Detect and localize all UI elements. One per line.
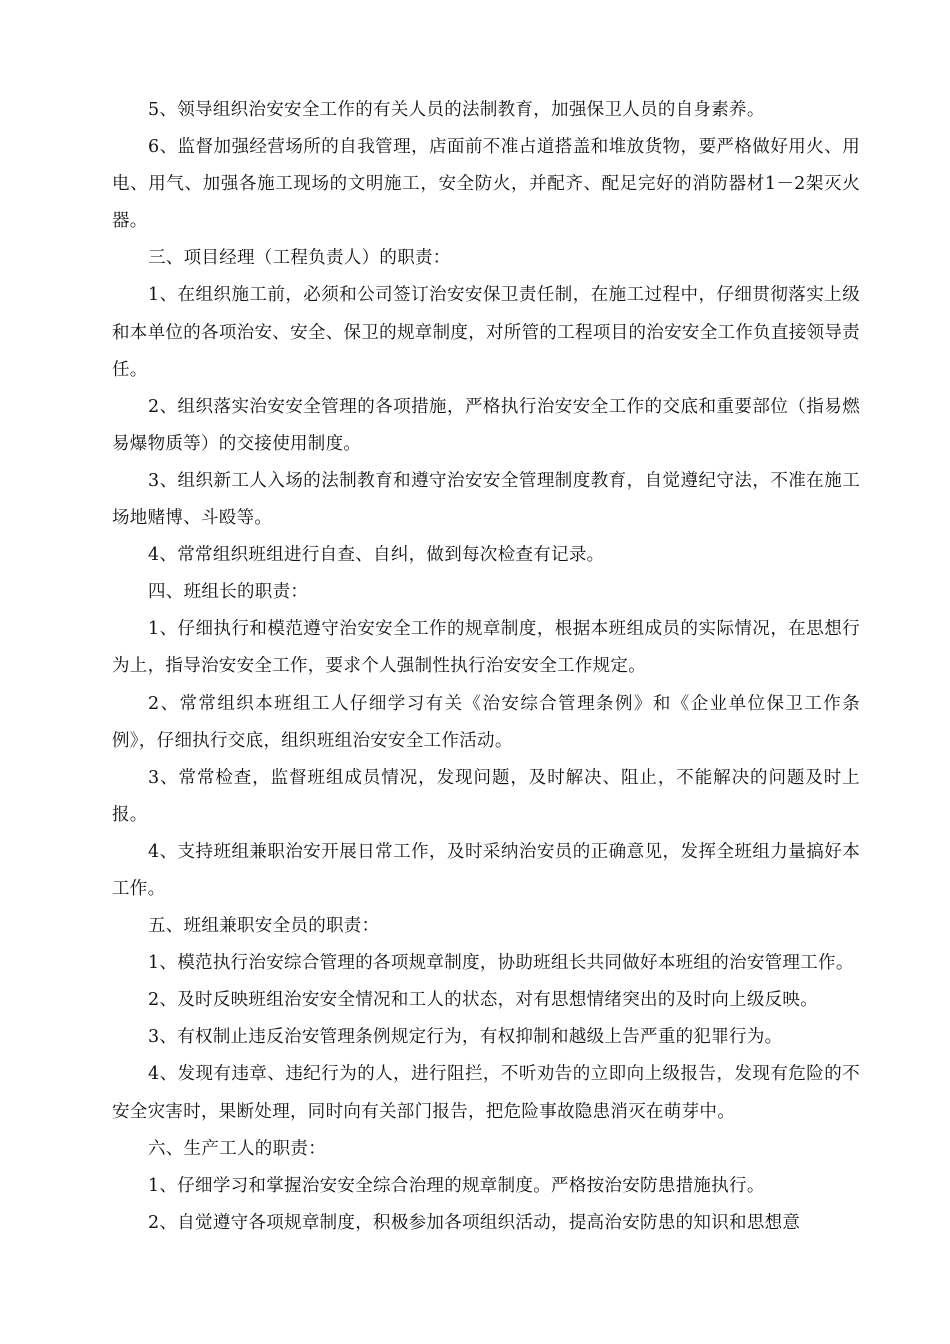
section-heading-project-manager: 三、项目经理（工程负责人）的职责： (148, 248, 451, 269)
paragraph-officer-item-4: 4、发现有违章、违纪行为的人，进行阻拦，不听劝告的立即向上级报告，发现有危险的不安全灾害时，果断处理，同时向有关部门报告，把危险事故隐患消灭在萌芽中。 (112, 1064, 860, 1122)
paragraph-leader-item-3: 3、常常检查，监督班组成员情况，发现问题，及时解决、阻止，不能解决的问题及时上报。 (112, 767, 860, 825)
section-heading-workers: 六、生产工人的职责： (148, 1138, 326, 1159)
paragraph-pm-item-4: 4、常常组织班组进行自查、自纠，做到每次检查有记录。 (148, 545, 605, 566)
paragraph-officer-item-2: 2、及时反映班组治安安全情况和工人的状态，对有思想情绪突出的及时向上级反映。 (148, 990, 819, 1011)
paragraph-pm-item-1: 1、在组织施工前，必须和公司签订治安安保卫责任制，在施工过程中，仔细贯彻落实上级和本单位的各项治安、安全、保卫的规章制度，对所管的工程项目的治安安全工作负直接领导责任。 (112, 285, 860, 380)
paragraph-pm-item-2: 2、组织落实治安安全管理的各项措施，严格执行治安安全工作的交底和重要部位（指易燃易爆物质等）的交接使用制度。 (112, 396, 860, 454)
paragraph-leader-item-2: 2、常常组织本班组工人仔细学习有关《治安综合管理条例》和《企业单位保卫工作条例》，仔细执行交底，组织班组治安安全工作活动。 (112, 693, 860, 751)
paragraph-item-6-supervise-management: 6、监督加强经营场所的自我管理，店面前不准占道搭盖和堆放货物，要严格做好用火、用电、用气、加强各施工现场的文明施工，安全防火，并配齐、配足完好的消防器材1－2架灭火器。 (112, 137, 860, 232)
section-heading-team-leader: 四、班组长的职责： (148, 582, 309, 603)
paragraph-worker-item-1: 1、仔细学习和掌握治安安全综合治理的规章制度。严格按治安防患措施执行。 (148, 1175, 765, 1196)
paragraph-pm-item-3: 3、组织新工人入场的法制教育和遵守治安安全管理制度教育，自觉遵纪守法，不准在施工场地赌博、斗殴等。 (112, 470, 860, 529)
paragraph-item-5-leadership-education: 5、领导组织治安安全工作的有关人员的法制教育，加强保卫人员的自身素养。 (148, 100, 765, 120)
document-body (112, 92, 860, 1242)
paragraph-officer-item-1: 1、模范执行治安综合管理的各项规章制度，协助班组长共同做好本班组的治安管理工作。 (148, 953, 854, 974)
paragraph-worker-item-2: 2、自觉遵守各项规章制度，积极参加各项组织活动，提高治安防患的知识和思想意 (148, 1212, 801, 1233)
section-heading-safety-officer: 五、班组兼职安全员的职责： (148, 916, 380, 937)
paragraph-officer-item-3: 3、有权制止违反治安管理条例规定行为，有权抑制和越级上告严重的犯罪行为。 (148, 1027, 783, 1048)
paragraph-leader-item-4: 4、支持班组兼职治安开展日常工作，及时采纳治安员的正确意见，发挥全班组力量搞好本工作。 (112, 841, 860, 899)
paragraph-leader-item-1: 1、仔细执行和模范遵守治安安全工作的规章制度，根据本班组成员的实际情况，在思想行为上，指导治安安全工作，要求个人强制性执行治安安全工作规定。 (112, 619, 860, 677)
